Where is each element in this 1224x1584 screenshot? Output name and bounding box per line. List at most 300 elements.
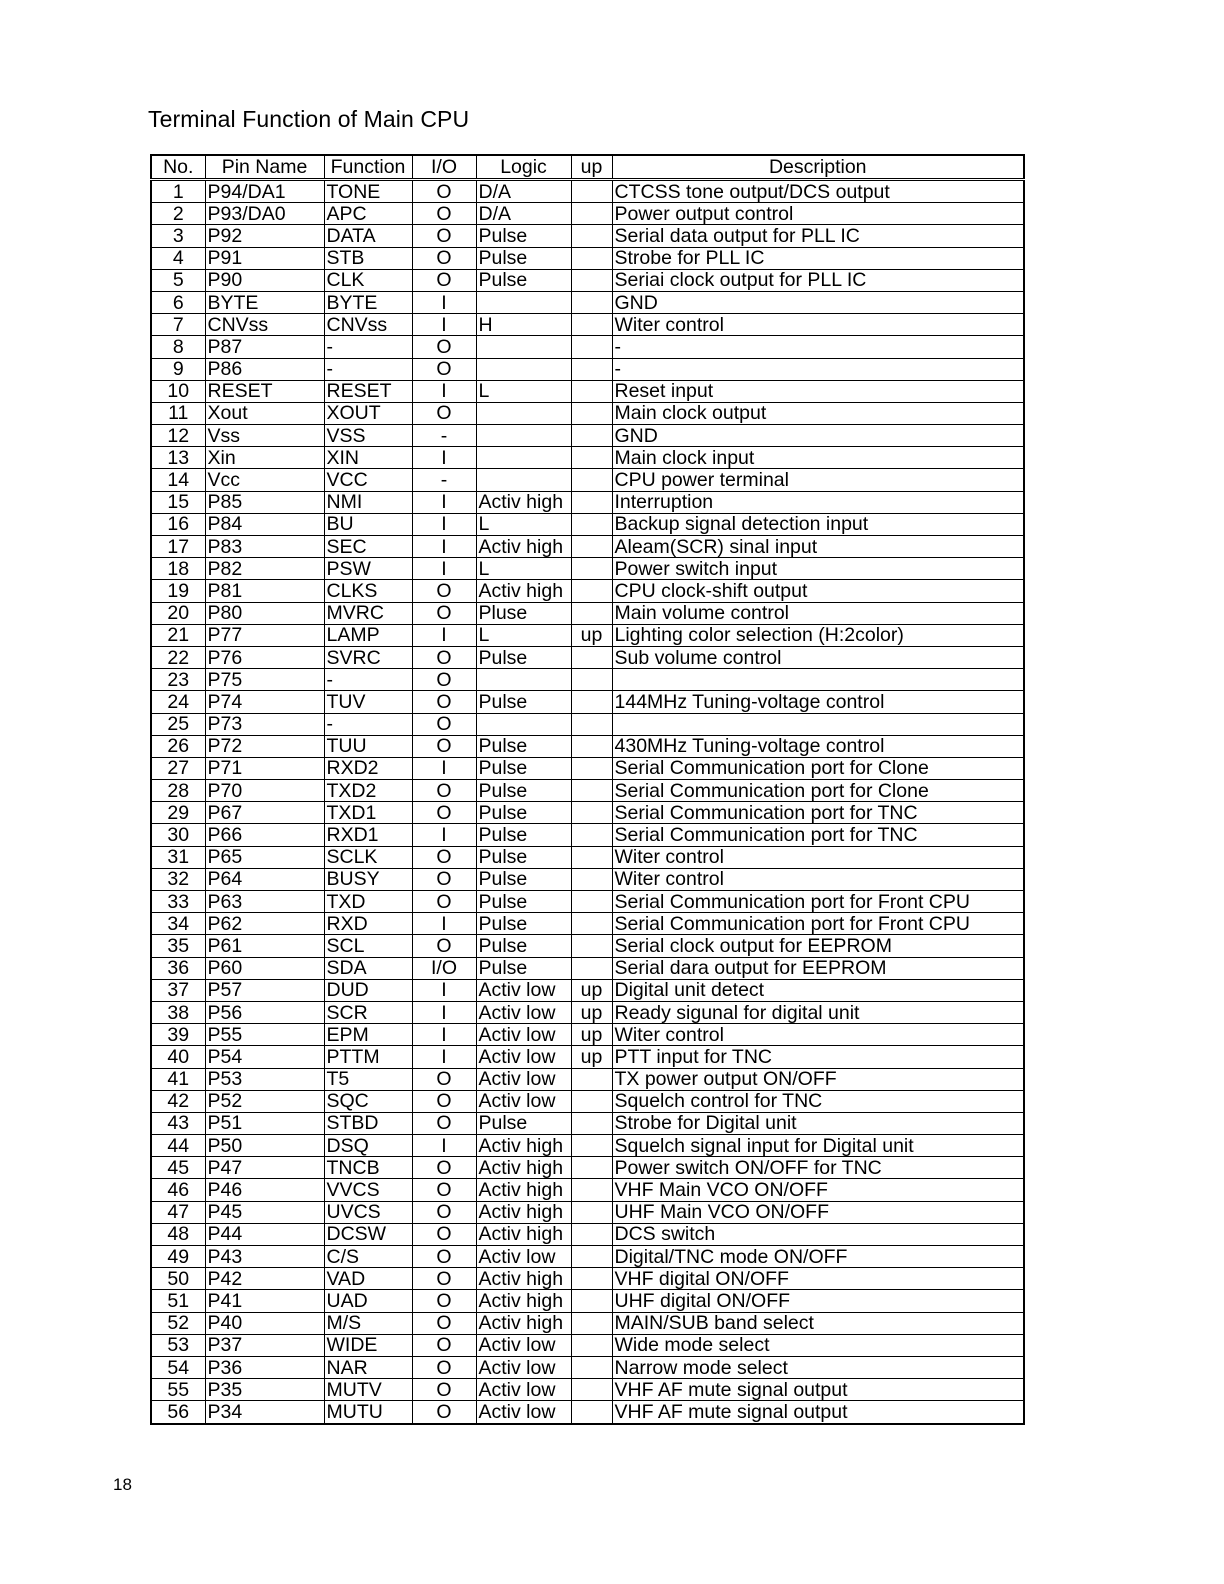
logic-cell: H bbox=[476, 314, 571, 336]
pin-name-cell: P86 bbox=[205, 358, 324, 380]
pullup-cell: up bbox=[571, 979, 612, 1001]
pullup-cell bbox=[571, 913, 612, 935]
pin-name-cell: P52 bbox=[205, 1090, 324, 1112]
function-cell: CLK bbox=[324, 269, 412, 291]
function-cell: CLKS bbox=[324, 580, 412, 602]
logic-cell: Activ high bbox=[476, 1179, 571, 1201]
pullup-cell bbox=[571, 469, 612, 491]
column-header-no: No. bbox=[151, 155, 205, 180]
table-row bbox=[151, 1135, 1024, 1157]
description-cell: Interruption bbox=[612, 491, 1024, 513]
description-cell: Main clock input bbox=[612, 447, 1024, 469]
description-cell: Main volume control bbox=[612, 602, 1024, 624]
function-cell: MUTU bbox=[324, 1401, 412, 1424]
io-cell: O bbox=[412, 1290, 476, 1312]
table-row bbox=[151, 1246, 1024, 1268]
pullup-cell bbox=[571, 447, 612, 469]
io-cell: O bbox=[412, 336, 476, 358]
description-cell: VHF Main VCO ON/OFF bbox=[612, 1179, 1024, 1201]
pin-name-cell: RESET bbox=[205, 380, 324, 402]
io-cell: O bbox=[412, 1356, 476, 1378]
pin-number-cell: 5 bbox=[151, 269, 205, 291]
logic-cell: Activ low bbox=[476, 979, 571, 1001]
pullup-cell bbox=[571, 1112, 612, 1134]
logic-cell: Activ low bbox=[476, 1401, 571, 1424]
pin-name-cell: Xin bbox=[205, 447, 324, 469]
function-cell: WIDE bbox=[324, 1334, 412, 1356]
pin-number-cell: 30 bbox=[151, 824, 205, 846]
logic-cell: Activ low bbox=[476, 1379, 571, 1401]
pullup-cell bbox=[571, 1223, 612, 1245]
description-cell: Power switch ON/OFF for TNC bbox=[612, 1157, 1024, 1179]
pin-name-cell: P62 bbox=[205, 913, 324, 935]
function-cell: NMI bbox=[324, 491, 412, 513]
pin-number-cell: 1 bbox=[151, 180, 205, 203]
description-cell: Backup signal detection input bbox=[612, 513, 1024, 535]
description-cell: UHF Main VCO ON/OFF bbox=[612, 1201, 1024, 1223]
table-row bbox=[151, 691, 1024, 713]
description-cell: DCS switch bbox=[612, 1223, 1024, 1245]
io-cell: - bbox=[412, 469, 476, 491]
io-cell: I bbox=[412, 824, 476, 846]
pin-number-cell: 13 bbox=[151, 447, 205, 469]
pin-name-cell: P61 bbox=[205, 935, 324, 957]
io-cell: O bbox=[412, 713, 476, 735]
function-cell: SVRC bbox=[324, 646, 412, 668]
description-cell: Main clock output bbox=[612, 402, 1024, 424]
logic-cell: Activ high bbox=[476, 491, 571, 513]
function-cell: - bbox=[324, 669, 412, 691]
pullup-cell bbox=[571, 1334, 612, 1356]
table-row bbox=[151, 1379, 1024, 1401]
table-row bbox=[151, 513, 1024, 535]
pin-number-cell: 3 bbox=[151, 225, 205, 247]
table-row bbox=[151, 868, 1024, 890]
pullup-cell bbox=[571, 247, 612, 269]
logic-cell: D/A bbox=[476, 180, 571, 203]
pin-number-cell: 25 bbox=[151, 713, 205, 735]
function-cell: M/S bbox=[324, 1312, 412, 1334]
table-row bbox=[151, 935, 1024, 957]
logic-cell: Pulse bbox=[476, 225, 571, 247]
io-cell: O bbox=[412, 780, 476, 802]
io-cell: O bbox=[412, 1112, 476, 1134]
table-row bbox=[151, 580, 1024, 602]
pin-number-cell: 7 bbox=[151, 314, 205, 336]
function-cell: VSS bbox=[324, 425, 412, 447]
logic-cell: Pulse bbox=[476, 1112, 571, 1134]
logic-cell: Pulse bbox=[476, 935, 571, 957]
function-cell: CNVss bbox=[324, 314, 412, 336]
pin-number-cell: 22 bbox=[151, 646, 205, 668]
logic-cell: Activ low bbox=[476, 1046, 571, 1068]
description-cell: Digital/TNC mode ON/OFF bbox=[612, 1246, 1024, 1268]
pin-name-cell: P76 bbox=[205, 646, 324, 668]
io-cell: I bbox=[412, 491, 476, 513]
logic-cell: Activ high bbox=[476, 1157, 571, 1179]
io-cell: O bbox=[412, 1268, 476, 1290]
table-row bbox=[151, 269, 1024, 291]
pin-number-cell: 49 bbox=[151, 1246, 205, 1268]
io-cell: I bbox=[412, 979, 476, 1001]
pin-number-cell: 17 bbox=[151, 536, 205, 558]
function-cell: TXD1 bbox=[324, 802, 412, 824]
description-cell: TX power output ON/OFF bbox=[612, 1068, 1024, 1090]
pin-number-cell: 56 bbox=[151, 1401, 205, 1424]
pin-name-cell: P37 bbox=[205, 1334, 324, 1356]
function-cell: XIN bbox=[324, 447, 412, 469]
io-cell: O bbox=[412, 1312, 476, 1334]
description-cell: VHF digital ON/OFF bbox=[612, 1268, 1024, 1290]
pullup-cell bbox=[571, 1201, 612, 1223]
pullup-cell bbox=[571, 891, 612, 913]
io-cell: O bbox=[412, 1201, 476, 1223]
column-header-function: Function bbox=[324, 155, 412, 180]
function-cell: SCLK bbox=[324, 846, 412, 868]
pullup-cell: up bbox=[571, 1046, 612, 1068]
description-cell: Witer control bbox=[612, 314, 1024, 336]
pullup-cell bbox=[571, 1179, 612, 1201]
pullup-cell bbox=[571, 824, 612, 846]
pin-name-cell: P43 bbox=[205, 1246, 324, 1268]
pullup-cell bbox=[571, 757, 612, 779]
io-cell: O bbox=[412, 891, 476, 913]
logic-cell: Pulse bbox=[476, 891, 571, 913]
io-cell: O bbox=[412, 602, 476, 624]
table-row bbox=[151, 1112, 1024, 1134]
table-row bbox=[151, 624, 1024, 646]
io-cell: O bbox=[412, 247, 476, 269]
table-row bbox=[151, 1268, 1024, 1290]
pin-number-cell: 46 bbox=[151, 1179, 205, 1201]
pin-name-cell: P64 bbox=[205, 868, 324, 890]
io-cell: O bbox=[412, 868, 476, 890]
pin-name-cell: P87 bbox=[205, 336, 324, 358]
logic-cell bbox=[476, 291, 571, 313]
logic-cell: Pulse bbox=[476, 646, 571, 668]
table-row bbox=[151, 558, 1024, 580]
function-cell: STBD bbox=[324, 1112, 412, 1134]
function-cell: BU bbox=[324, 513, 412, 535]
pullup-cell bbox=[571, 780, 612, 802]
logic-cell: Pulse bbox=[476, 247, 571, 269]
description-cell: - bbox=[612, 358, 1024, 380]
function-cell: VVCS bbox=[324, 1179, 412, 1201]
logic-cell: Activ high bbox=[476, 580, 571, 602]
column-header-pin-name: Pin Name bbox=[205, 155, 324, 180]
description-cell: Wide mode select bbox=[612, 1334, 1024, 1356]
function-cell: PTTM bbox=[324, 1046, 412, 1068]
pin-number-cell: 16 bbox=[151, 513, 205, 535]
function-cell: SEC bbox=[324, 536, 412, 558]
pin-number-cell: 28 bbox=[151, 780, 205, 802]
function-cell: RXD bbox=[324, 913, 412, 935]
pullup-cell bbox=[571, 425, 612, 447]
description-cell: Serial Communication port for Front CPU bbox=[612, 913, 1024, 935]
io-cell: O bbox=[412, 935, 476, 957]
pin-name-cell: P50 bbox=[205, 1135, 324, 1157]
description-cell: Lighting color selection (H:2color) bbox=[612, 624, 1024, 646]
pin-name-cell: P91 bbox=[205, 247, 324, 269]
pin-name-cell: P67 bbox=[205, 802, 324, 824]
pin-number-cell: 18 bbox=[151, 558, 205, 580]
function-cell: - bbox=[324, 336, 412, 358]
pin-number-cell: 50 bbox=[151, 1268, 205, 1290]
logic-cell: Pluse bbox=[476, 602, 571, 624]
io-cell: I bbox=[412, 513, 476, 535]
pullup-cell bbox=[571, 1356, 612, 1378]
pullup-cell bbox=[571, 1268, 612, 1290]
pin-name-cell: P55 bbox=[205, 1024, 324, 1046]
page-number: 18 bbox=[113, 1475, 132, 1494]
io-cell: O bbox=[412, 691, 476, 713]
pullup-cell bbox=[571, 558, 612, 580]
pin-number-cell: 27 bbox=[151, 757, 205, 779]
logic-cell: Activ low bbox=[476, 1090, 571, 1112]
pullup-cell bbox=[571, 336, 612, 358]
pin-number-cell: 9 bbox=[151, 358, 205, 380]
pin-number-cell: 6 bbox=[151, 291, 205, 313]
table-row bbox=[151, 469, 1024, 491]
pullup-cell bbox=[571, 225, 612, 247]
function-cell: DATA bbox=[324, 225, 412, 247]
function-cell: SCR bbox=[324, 1001, 412, 1023]
function-cell: APC bbox=[324, 203, 412, 225]
pin-number-cell: 20 bbox=[151, 602, 205, 624]
function-cell: PSW bbox=[324, 558, 412, 580]
pin-name-cell: P92 bbox=[205, 225, 324, 247]
function-cell: TXD2 bbox=[324, 780, 412, 802]
pullup-cell bbox=[571, 1379, 612, 1401]
io-cell: O bbox=[412, 1379, 476, 1401]
table-row bbox=[151, 846, 1024, 868]
pin-number-cell: 32 bbox=[151, 868, 205, 890]
pin-name-cell: P63 bbox=[205, 891, 324, 913]
function-cell: LAMP bbox=[324, 624, 412, 646]
pullup-cell bbox=[571, 1068, 612, 1090]
logic-cell: Pulse bbox=[476, 757, 571, 779]
function-cell: NAR bbox=[324, 1356, 412, 1378]
table-row bbox=[151, 1090, 1024, 1112]
pullup-cell bbox=[571, 602, 612, 624]
logic-cell bbox=[476, 358, 571, 380]
logic-cell: Activ high bbox=[476, 1135, 571, 1157]
pin-number-cell: 12 bbox=[151, 425, 205, 447]
pin-name-cell: P90 bbox=[205, 269, 324, 291]
io-cell: O bbox=[412, 180, 476, 203]
io-cell: O bbox=[412, 735, 476, 757]
description-cell: Witer control bbox=[612, 846, 1024, 868]
description-cell: - bbox=[612, 336, 1024, 358]
function-cell: XOUT bbox=[324, 402, 412, 424]
pullup-cell bbox=[571, 1401, 612, 1424]
function-cell: RXD1 bbox=[324, 824, 412, 846]
description-cell: 430MHz Tuning-voltage control bbox=[612, 735, 1024, 757]
io-cell: O bbox=[412, 802, 476, 824]
io-cell: I/O bbox=[412, 957, 476, 979]
pin-number-cell: 19 bbox=[151, 580, 205, 602]
logic-cell: Activ high bbox=[476, 1223, 571, 1245]
logic-cell: Pulse bbox=[476, 957, 571, 979]
description-cell: CTCSS tone output/DCS output bbox=[612, 180, 1024, 203]
pullup-cell bbox=[571, 646, 612, 668]
logic-cell bbox=[476, 713, 571, 735]
pin-name-cell: P46 bbox=[205, 1179, 324, 1201]
function-cell: C/S bbox=[324, 1246, 412, 1268]
pin-number-cell: 45 bbox=[151, 1157, 205, 1179]
pin-name-cell: P54 bbox=[205, 1046, 324, 1068]
logic-cell: Activ high bbox=[476, 1290, 571, 1312]
pin-name-cell: P93/DA0 bbox=[205, 203, 324, 225]
pin-number-cell: 31 bbox=[151, 846, 205, 868]
logic-cell: Pulse bbox=[476, 691, 571, 713]
function-cell: SDA bbox=[324, 957, 412, 979]
pullup-cell bbox=[571, 491, 612, 513]
description-cell: Reset input bbox=[612, 380, 1024, 402]
table-row bbox=[151, 425, 1024, 447]
io-cell: O bbox=[412, 269, 476, 291]
table-row bbox=[151, 979, 1024, 1001]
pullup-cell bbox=[571, 536, 612, 558]
table-row bbox=[151, 646, 1024, 668]
function-cell: BUSY bbox=[324, 868, 412, 890]
io-cell: I bbox=[412, 1135, 476, 1157]
pin-name-cell: P65 bbox=[205, 846, 324, 868]
description-cell: Strobe for PLL IC bbox=[612, 247, 1024, 269]
pullup-cell bbox=[571, 1290, 612, 1312]
io-cell: I bbox=[412, 1024, 476, 1046]
io-cell: O bbox=[412, 1246, 476, 1268]
io-cell: O bbox=[412, 358, 476, 380]
pin-number-cell: 55 bbox=[151, 1379, 205, 1401]
pullup-cell bbox=[571, 291, 612, 313]
pin-number-cell: 35 bbox=[151, 935, 205, 957]
pin-number-cell: 2 bbox=[151, 203, 205, 225]
pin-name-cell: P57 bbox=[205, 979, 324, 1001]
pullup-cell bbox=[571, 513, 612, 535]
table-row bbox=[151, 1356, 1024, 1378]
function-cell: STB bbox=[324, 247, 412, 269]
description-cell: Serial data output for PLL IC bbox=[612, 225, 1024, 247]
io-cell: I bbox=[412, 913, 476, 935]
description-cell: VHF AF mute signal output bbox=[612, 1401, 1024, 1424]
pin-name-cell: P82 bbox=[205, 558, 324, 580]
pullup-cell bbox=[571, 1312, 612, 1334]
io-cell: I bbox=[412, 291, 476, 313]
description-cell: Serial Communication port for TNC bbox=[612, 824, 1024, 846]
io-cell: O bbox=[412, 1157, 476, 1179]
pullup-cell bbox=[571, 580, 612, 602]
column-header-up: up bbox=[571, 155, 612, 180]
description-cell: GND bbox=[612, 291, 1024, 313]
logic-cell: Activ high bbox=[476, 1201, 571, 1223]
pullup-cell bbox=[571, 1135, 612, 1157]
table-row bbox=[151, 536, 1024, 558]
pin-name-cell: Vss bbox=[205, 425, 324, 447]
column-header-io: I/O bbox=[412, 155, 476, 180]
table-row bbox=[151, 735, 1024, 757]
pin-number-cell: 33 bbox=[151, 891, 205, 913]
pin-name-cell: P60 bbox=[205, 957, 324, 979]
pin-number-cell: 38 bbox=[151, 1001, 205, 1023]
pin-number-cell: 29 bbox=[151, 802, 205, 824]
pin-name-cell: P34 bbox=[205, 1401, 324, 1424]
pin-name-cell: P35 bbox=[205, 1379, 324, 1401]
io-cell: - bbox=[412, 425, 476, 447]
pullup-cell bbox=[571, 358, 612, 380]
table-row bbox=[151, 669, 1024, 691]
logic-cell: Pulse bbox=[476, 846, 571, 868]
table-row bbox=[151, 247, 1024, 269]
pullup-cell bbox=[571, 1246, 612, 1268]
io-cell: O bbox=[412, 1179, 476, 1201]
logic-cell: Activ high bbox=[476, 1268, 571, 1290]
description-cell: VHF AF mute signal output bbox=[612, 1379, 1024, 1401]
pin-name-cell: P41 bbox=[205, 1290, 324, 1312]
pin-name-cell: P74 bbox=[205, 691, 324, 713]
function-cell: T5 bbox=[324, 1068, 412, 1090]
io-cell: O bbox=[412, 1223, 476, 1245]
logic-cell: L bbox=[476, 624, 571, 646]
function-cell: TONE bbox=[324, 180, 412, 203]
logic-cell bbox=[476, 425, 571, 447]
pin-number-cell: 43 bbox=[151, 1112, 205, 1134]
table-row bbox=[151, 1001, 1024, 1023]
function-cell: EPM bbox=[324, 1024, 412, 1046]
description-cell: Serial dara output for EEPROM bbox=[612, 957, 1024, 979]
table-row bbox=[151, 891, 1024, 913]
pin-name-cell: Vcc bbox=[205, 469, 324, 491]
description-cell: Power switch input bbox=[612, 558, 1024, 580]
pullup-cell bbox=[571, 269, 612, 291]
page-title: Terminal Function of Main CPU bbox=[148, 106, 470, 132]
column-header-logic: Logic bbox=[476, 155, 571, 180]
pullup-cell bbox=[571, 669, 612, 691]
pin-name-cell: P45 bbox=[205, 1201, 324, 1223]
logic-cell: Activ low bbox=[476, 1334, 571, 1356]
table-row bbox=[151, 180, 1024, 203]
io-cell: O bbox=[412, 225, 476, 247]
function-cell: UAD bbox=[324, 1290, 412, 1312]
table-row bbox=[151, 402, 1024, 424]
logic-cell bbox=[476, 336, 571, 358]
function-cell: DSQ bbox=[324, 1135, 412, 1157]
description-cell: Squelch control for TNC bbox=[612, 1090, 1024, 1112]
pin-name-cell: P73 bbox=[205, 713, 324, 735]
table-row bbox=[151, 602, 1024, 624]
io-cell: I bbox=[412, 314, 476, 336]
description-cell bbox=[612, 713, 1024, 735]
io-cell: I bbox=[412, 536, 476, 558]
pin-name-cell: P70 bbox=[205, 780, 324, 802]
description-cell: Sub volume control bbox=[612, 646, 1024, 668]
description-cell: 144MHz Tuning-voltage control bbox=[612, 691, 1024, 713]
pin-number-cell: 26 bbox=[151, 735, 205, 757]
description-cell: Witer control bbox=[612, 1024, 1024, 1046]
table-row bbox=[151, 780, 1024, 802]
pin-name-cell: P75 bbox=[205, 669, 324, 691]
pin-number-cell: 44 bbox=[151, 1135, 205, 1157]
logic-cell: Pulse bbox=[476, 780, 571, 802]
io-cell: I bbox=[412, 558, 476, 580]
io-cell: O bbox=[412, 1068, 476, 1090]
pin-number-cell: 53 bbox=[151, 1334, 205, 1356]
io-cell: O bbox=[412, 1090, 476, 1112]
description-cell: CPU power terminal bbox=[612, 469, 1024, 491]
pin-number-cell: 23 bbox=[151, 669, 205, 691]
function-cell: VAD bbox=[324, 1268, 412, 1290]
description-cell: Witer control bbox=[612, 868, 1024, 890]
